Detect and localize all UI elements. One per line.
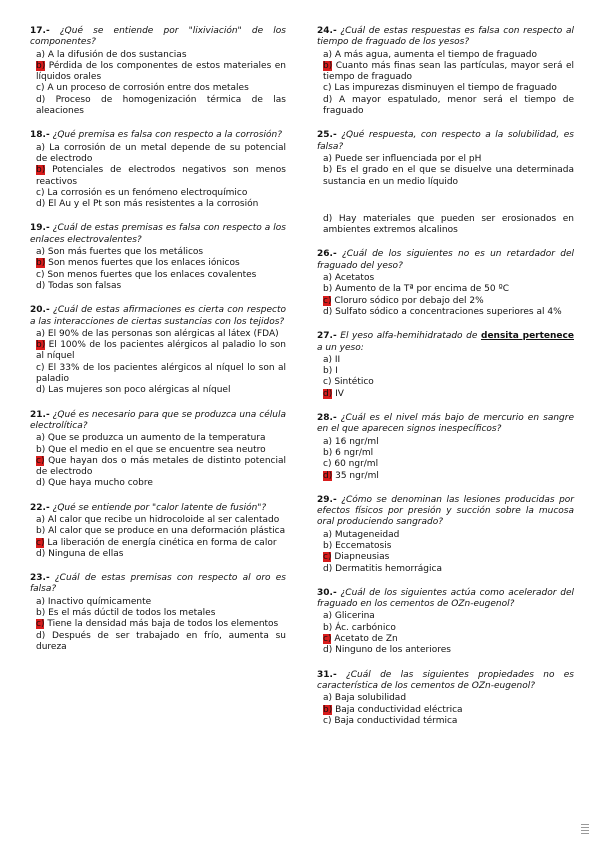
option-letter: d) [323,213,333,224]
option-text: Puede ser influenciada por el pH [334,153,482,164]
option-text: Es el grado en el que se disuelve una determinada sustancia en un medio líquido [323,165,574,187]
answer-option [30,433,286,444]
option-text: Que el medio en el que se encuentre sea neutro [48,444,266,455]
answer-option [30,329,286,340]
answer-option [30,188,286,199]
option-letter-highlighted: c) [323,552,332,563]
option-letter: a) [36,142,46,153]
answer-option [30,385,286,396]
option-letter: b) [323,447,333,458]
question-block [30,26,286,117]
option-letter-highlighted: b) [323,60,333,71]
option-letter: a) [323,153,333,164]
question-text: ¿Cuál de los siguientes no es un retardador del fraguado del yeso? [317,249,574,271]
option-letter-highlighted: c) [36,455,45,466]
option-text: La liberación de energía cinética en forma de calor [47,537,277,548]
option-text: Aumento de la Tª por encima de 50 ºC [335,284,510,295]
option-letter: a) [323,693,333,704]
option-letter: c) [323,83,332,94]
answer-option [30,143,286,166]
answer-option [317,296,574,307]
answer-option [317,564,574,575]
left-column [30,26,286,666]
option-letter: a) [36,596,46,607]
question-block [317,413,574,482]
answer-option [30,50,286,61]
option-letter: d) [36,94,46,105]
option-letter-highlighted: d) [323,470,333,481]
answer-option [30,165,286,188]
option-text: Que haya mucho cobre [48,478,153,489]
option-text: Son menos fuertes que los enlaces iónicos [48,258,240,269]
option-text: Mutageneidad [334,529,400,540]
option-letter: a) [36,328,46,339]
question-number: 28.- [317,413,337,424]
option-letter-highlighted: d) [323,388,333,399]
option-text: A la difusión de dos sustancias [47,49,187,60]
option-text: Ác. carbónico [335,622,396,633]
option-letter: b) [36,526,46,537]
question-block [317,588,574,657]
question-block [317,130,574,236]
answer-option [317,61,574,84]
option-text: Dermatitis hemorrágica [335,563,442,574]
answer-option [30,597,286,608]
option-text: Baja solubilidad [334,693,407,704]
option-letter: a) [36,49,46,60]
answer-option [317,355,574,366]
question-number: 22.- [30,502,50,513]
option-text: Las impurezas disminuyen el tiempo de fraguado [334,83,557,94]
option-letter: d) [36,199,46,210]
option-letter: a) [36,433,46,444]
option-letter: c) [323,459,332,470]
question-number: 24.- [317,26,337,36]
question-number: 29.- [317,494,337,505]
answer-option [30,608,286,619]
option-letter: a) [323,529,333,540]
option-text: Al calor que recibe un hidrocoloide al ser calentado [47,514,280,525]
option-letter: d) [323,306,333,317]
answer-option [317,307,574,318]
question-text: ¿Cuál es el nivel más bajo de mercurio en sangre en el que aparecen signos inespecíficos? [317,413,574,435]
answer-option [317,273,574,284]
option-text: Sintético [334,377,374,388]
question-number: 18.- [30,130,50,141]
option-letter: d) [323,94,333,105]
question-block [317,249,574,318]
answer-option [317,530,574,541]
option-text: I [335,366,338,377]
answer-option [30,549,286,560]
option-text: Hay materiales que pueden ser erosionados en ambientes extremos alcalinos [323,213,574,236]
question-text: ¿Qué se entiende por "calor latente de fusión"? [52,502,267,513]
option-letter-highlighted: c) [323,295,332,306]
right-column [317,26,574,740]
answer-option [317,377,574,388]
option-letter: a) [323,436,333,447]
question-header [317,249,574,272]
question-text: ¿Qué se entiende por "lixiviación" de los componentes? [30,26,286,48]
option-letter-highlighted: b) [323,704,333,715]
option-letter: b) [323,284,333,295]
answer-option [317,471,574,482]
option-text: Potenciales de electrodos negativos son menos reactivos [36,165,286,187]
question-block [317,331,574,400]
option-text: A más agua, aumenta el tiempo de fraguado [334,49,538,60]
option-letter: c) [323,715,332,726]
answer-option [30,538,286,549]
option-letter: c) [36,269,45,280]
question-header [317,588,574,611]
answer-option [317,716,574,727]
option-text: Diapneusias [334,552,390,563]
question-header [317,130,574,153]
question-text: ¿Qué premisa es falsa con respecto a la corrosión? [52,130,282,141]
question-header [30,223,286,246]
question-block [30,130,286,210]
answer-option [30,631,286,654]
option-text: 60 ngr/ml [334,459,379,470]
option-letter-highlighted: b) [36,340,46,351]
option-text: El 33% de los pacientes alérgicos al níquel lo son al paladio [36,362,286,385]
option-letter: d) [36,280,46,291]
question-text-continued: a un yeso: [317,342,364,353]
question-block [30,573,286,653]
question-header [30,130,286,141]
answer-option [317,552,574,563]
option-text: II [334,354,341,365]
option-text: Las mujeres son poco alérgicas al níquel [48,385,231,396]
option-text: El 100% de los pacientes alérgicos al paladio lo son al níquel [36,340,286,362]
answer-option [30,270,286,281]
option-letter-highlighted: c) [323,634,332,645]
option-letter-highlighted: b) [36,60,46,71]
option-text: Glicerina [334,611,375,622]
answer-option [30,478,286,489]
option-letter: c) [36,187,45,198]
answer-option [317,95,574,118]
option-letter-highlighted: c) [36,619,45,630]
answer-option [30,619,286,630]
option-text: Inactivo químicamente [47,596,152,607]
question-number: 17.- [30,26,50,36]
answer-option [317,693,574,704]
option-letter: b) [36,444,46,455]
option-text: Baja conductividad térmica [334,715,458,726]
question-number: 23.- [30,573,50,584]
question-block [317,670,574,727]
option-text: Es el más dúctil de todos los metales [48,608,216,619]
option-letter-highlighted: b) [36,258,46,269]
answer-option [317,705,574,716]
option-letter: a) [36,514,46,525]
option-text: Después de ser trabajado en frío, aumenta su dureza [36,630,286,652]
answer-option [30,258,286,269]
option-letter: a) [36,247,46,258]
question-text: ¿Qué es necesario para que se produzca una célula electrolítica? [30,409,286,431]
question-block [30,305,286,396]
answer-option [317,437,574,448]
option-text: El 90% de las personas son alérgicas al látex (FDA) [47,328,279,339]
option-letter: d) [36,548,46,559]
option-text: 35 ngr/ml [335,470,379,481]
option-letter: b) [323,622,333,633]
answer-option [317,541,574,552]
question-header [30,26,286,49]
answer-option [30,61,286,84]
menu-icon[interactable] [581,824,589,836]
option-letter: d) [36,385,46,396]
question-text: ¿Cuál de estas afirmaciones es cierta con respecto a las interacciones de ciertas sustancias con los tejidos? [30,305,286,327]
answer-option [30,526,286,537]
question-number: 27.- [317,331,337,342]
answer-option [30,247,286,258]
option-text: Son menos fuertes que los enlaces covalentes [47,269,257,280]
question-number: 26.- [317,249,337,260]
question-number: 25.- [317,130,337,141]
option-letter: a) [323,611,333,622]
question-block [30,503,286,560]
option-letter: a) [323,354,333,365]
option-text: Sulfato sódico a concentraciones superiores al 4% [335,306,562,317]
option-text: Acetatos [334,273,375,284]
answer-option [317,611,574,622]
option-letter: c) [36,362,45,373]
answer-option [317,83,574,94]
answer-option [30,445,286,456]
option-letter: c) [323,377,332,388]
answer-option [317,284,574,295]
answer-option [30,95,286,118]
answer-option [317,154,574,165]
option-letter: d) [36,478,46,489]
option-text: Cloruro sódico por debajo del 2% [334,295,484,306]
question-number: 19.- [30,223,50,234]
question-header [317,26,574,49]
option-letter: b) [323,165,333,176]
option-text: Cuanto más finas sean las partículas, mayor será el tiempo de fraguado [323,60,574,83]
option-text: A mayor espatulado, menor será el tiempo de fraguado [323,94,574,117]
question-text: ¿Cuál de estas premisas con respecto al oro es falsa? [30,573,286,595]
question-text: ¿Cuál de estas premisas es falsa con respecto a los enlaces electrovalentes? [30,223,286,245]
question-block [317,495,574,575]
option-text: La corrosión es un fenómeno electroquímico [47,187,248,198]
option-text: Eccematosis [335,540,392,551]
answer-option [317,165,574,188]
option-text: Ninguna de ellas [48,548,124,559]
question-header [317,495,574,529]
option-text: A un proceso de corrosión entre dos metales [47,83,249,94]
answer-option [317,634,574,645]
question-number: 31.- [317,669,337,680]
option-text: Ninguno de los anteriores [335,645,451,656]
question-text: ¿Cuál de los siguientes actúa como acelerador del fraguado en los cementos de OZn-eugenol? [317,587,574,610]
option-text: Al calor que se produce en una deformación plástica [48,526,286,537]
question-header [317,670,574,693]
question-number: 21.- [30,409,50,420]
question-block [30,410,286,490]
question-header [317,413,574,436]
answer-option [317,645,574,656]
answer-option [30,515,286,526]
question-header [30,503,286,514]
question-block [317,26,574,117]
option-letter: b) [36,608,46,619]
option-text: Son más fuertes que los metálicos [47,247,204,258]
answer-option [30,456,286,479]
option-text: Que se produzca un aumento de la temperatura [47,433,266,444]
question-number: 20.- [30,305,50,316]
question-header [30,305,286,328]
option-text: Que hayan dos o más metales de distinto potencial de electrodo [36,455,286,478]
option-text: El Au y el Pt son más resistentes a la corrosión [48,199,259,210]
answer-option [317,214,574,237]
option-letter: c) [36,83,45,94]
question-text: ¿Cómo se denominan las lesiones producidas por efectos físicos por presión y succión sobre la mucosa oral produciendo sangrado? [317,494,574,528]
answer-option [30,83,286,94]
question-text: ¿Qué respuesta, con respecto a la solubilidad, es falsa? [317,130,574,152]
option-letter: b) [323,540,333,551]
option-text: 16 ngr/ml [334,436,379,447]
option-text: 6 ngr/ml [335,447,374,458]
option-letter: a) [323,273,333,284]
question-text: El yeso alfa-hemihidratado de [340,331,478,342]
answer-option [317,366,574,377]
option-letter: a) [323,49,333,60]
answer-option [317,50,574,61]
answer-option [30,340,286,363]
question-header [30,573,286,596]
question-underlined-term: densita pertenece [481,331,574,342]
option-letter: d) [36,630,46,641]
option-letter: b) [323,366,333,377]
option-letter: d) [323,563,333,574]
option-text: Tiene la densidad más baja de todos los elementos [47,619,279,630]
question-text: ¿Cuál de estas respuestas es falsa con respecto al tiempo de fraguado de los yesos? [317,26,574,48]
answer-option [317,448,574,459]
question-block [30,223,286,292]
option-text: Proceso de homogenización térmica de las aleaciones [36,94,286,117]
option-text: Baja conductividad eléctrica [335,704,463,715]
answer-option [317,459,574,470]
question-header [30,410,286,433]
answer-option [30,199,286,210]
option-text: IV [335,388,344,399]
answer-option [317,389,574,400]
question-text: ¿Cuál de las siguientes propiedades no es característica de los cementos de OZn-eugenol? [317,669,574,691]
question-number: 30.- [317,587,337,598]
option-text: Todas son falsas [48,280,122,291]
option-letter-highlighted: b) [36,165,46,176]
answer-option [30,281,286,292]
blank-space [317,188,574,214]
answer-option [317,623,574,634]
option-letter: d) [323,645,333,656]
option-text: Pérdida de los componentes de estos materiales en líquidos orales [36,60,286,83]
question-header [317,331,574,354]
option-text: Acetato de Zn [334,634,398,645]
option-letter-highlighted: c) [36,537,45,548]
answer-option [30,363,286,386]
option-text: La corrosión de un metal depende de su potencial de electrodo [36,142,286,164]
